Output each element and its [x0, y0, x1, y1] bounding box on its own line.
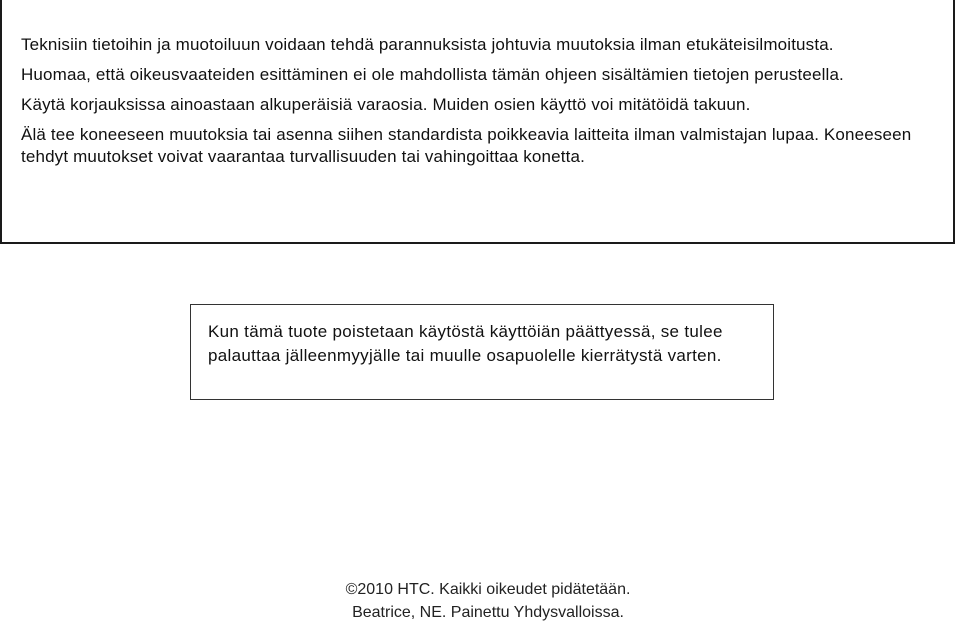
copyright-line: ©2010 HTC. Kaikki oikeudet pidätetään.: [345, 581, 631, 598]
notice-box: [0, 0, 955, 244]
footer: [0, 578, 960, 624]
recycling-notice-text: Kun tämä tuote poistetaan käytöstä käyttöiän päättyessä, se tulee palauttaa jälleenmyyjälle tai muulle osapuolelle kierrätystä varten.: [208, 322, 723, 365]
notice-paragraph-claims: Huomaa, että oikeusvaateiden esittäminen ei ole mahdollista tämän ohjeen sisältämien tietojen perusteella.: [21, 65, 844, 84]
notice-paragraph-original-parts: Käytä korjauksissa ainoastaan alkuperäisiä varaosia. Muiden osien käyttö voi mitätöidä takuun.: [21, 95, 751, 114]
notice-paragraph-modifications: Älä tee koneeseen muutoksia tai asenna siihen standardista poikkeavia laitteita ilman valmistajan lupaa. Koneeseen tehdyt muutokset voivat vaarantaa turvallisuuden tai vahingoittaa konetta.: [21, 125, 912, 166]
address-line: Beatrice, NE. Painettu Yhdysvalloissa.: [352, 604, 624, 621]
recycling-notice-box: [190, 304, 774, 400]
notice-paragraph-specifications: Teknisiin tietoihin ja muotoiluun voidaan tehdä parannuksista johtuvia muutoksia ilman etukäteisilmoitusta.: [21, 35, 834, 54]
